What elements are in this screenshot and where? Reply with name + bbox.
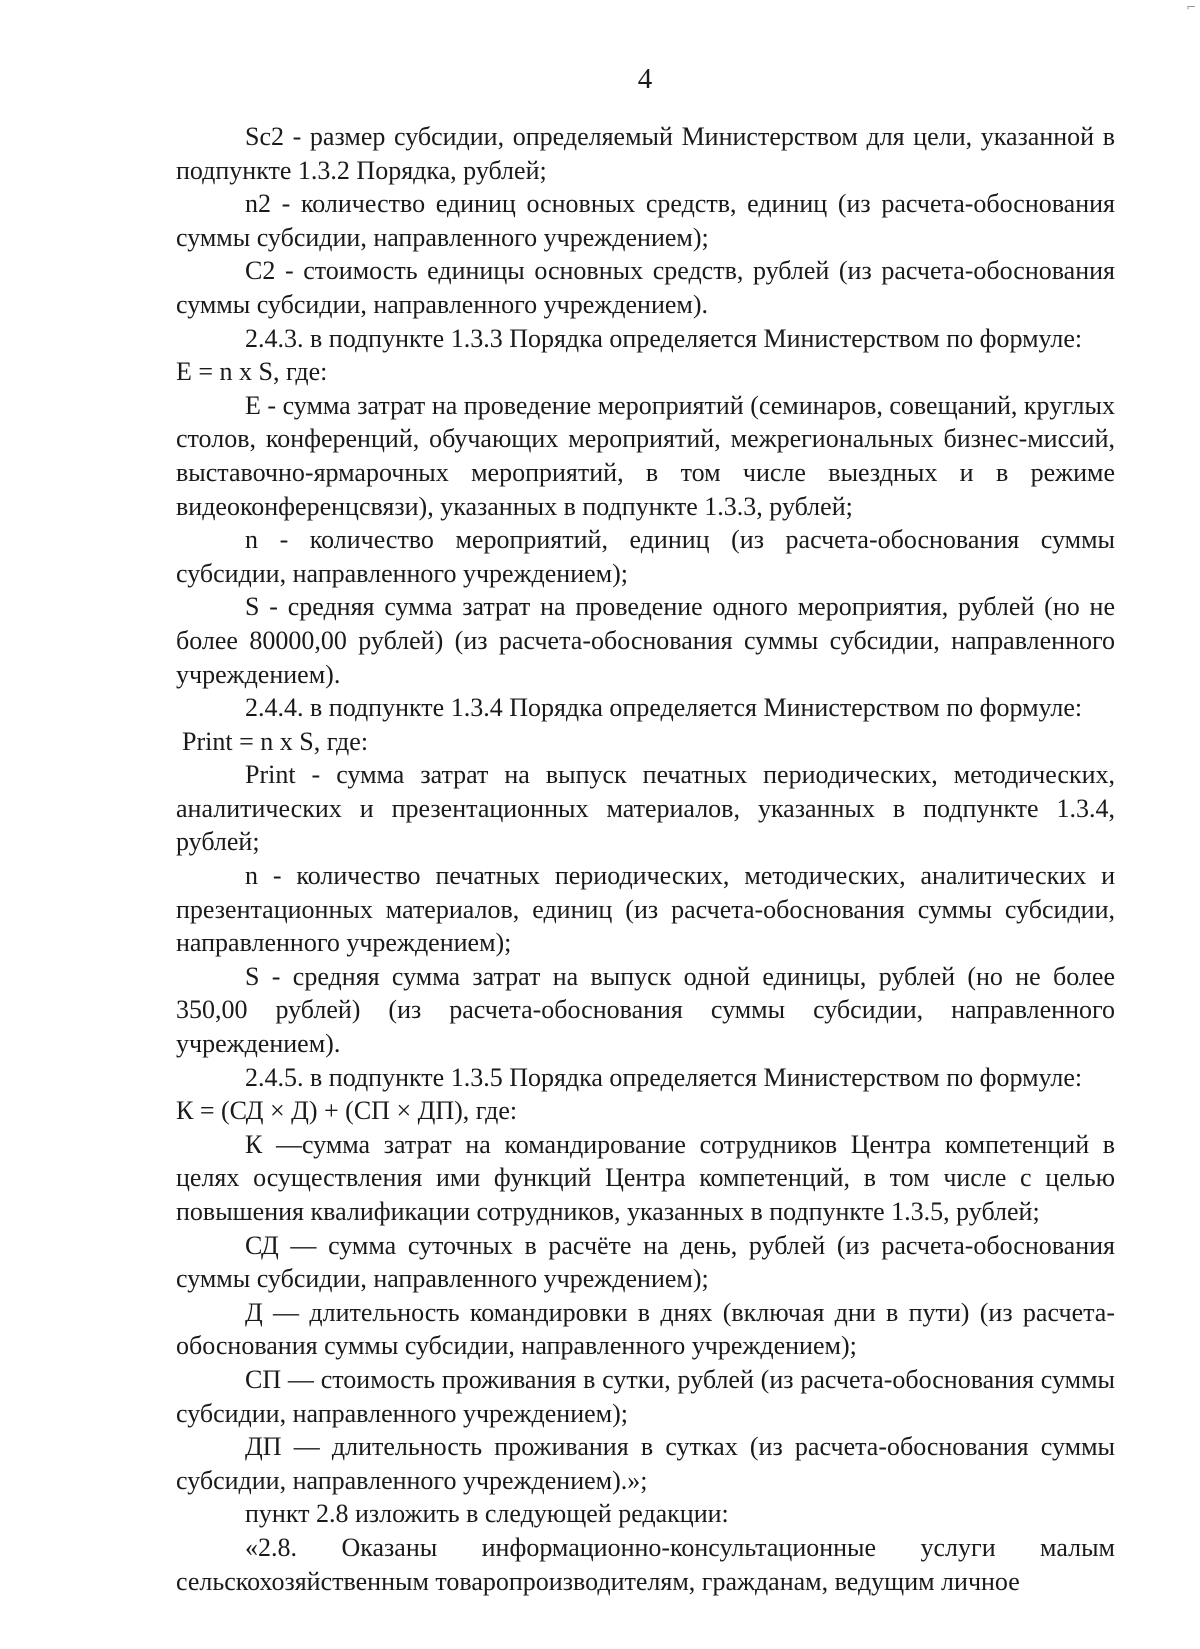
formula-line: К = (СД × Д) + (СП × ДП), где:: [176, 1096, 518, 1126]
formula-line: Print = n x S, где:: [182, 726, 369, 756]
paragraph: n2 - количество единиц основных средств, единиц (из расчета-обоснования суммы субсидии, направленного учреждением);: [176, 189, 1115, 252]
scan-corner-mark: ⌐: [1186, 0, 1197, 14]
paragraph: Sc2 - размер субсидии, определяемый Министерством для цели, указанной в подпункте 1.3.2 Порядка, рублей;: [176, 122, 1115, 185]
paragraph: Print - сумма затрат на выпуск печатных периодических, методических, аналитических и презентационных материалов, указанных в подпункте 1.3.4, рублей;: [176, 760, 1115, 857]
paragraph: 2.4.5. в подпункте 1.3.5 Порядка определяется Министерством по формуле:: [245, 1062, 1083, 1092]
paragraph: n - количество мероприятий, единиц (из расчета-обоснования суммы субсидии, направленного учреждением);: [176, 525, 1115, 588]
paragraph: СД — сумма суточных в расчёте на день, рублей (из расчета-обоснования суммы субсидии, направленного учреждением);: [176, 1230, 1115, 1294]
paragraph: «2.8. Оказаны информационно-консультационные услуги малым сельскохозяйственным товаропроизводителям, гражданам, ведущим личное: [176, 1532, 1115, 1596]
paragraph: E - сумма затрат на проведение мероприятий (семинаров, совещаний, круглых столов, конференций, обучающих мероприятий, межрегиональных бизнес-миссий, выставочно-ярмарочных мероприятий, в том числе выездных и в режиме видеоконференцсвязи), указанных в подпункте 1.3.3, рублей;: [176, 390, 1115, 521]
paragraph: Д — длительность командировки в днях (включая дни в пути) (из расчета-обоснования суммы субсидии, направленного учреждением);: [176, 1297, 1115, 1361]
paragraph: ДП — длительность проживания в сутках (из расчета-обоснования суммы субсидии, направленного учреждением).»;: [176, 1432, 1115, 1495]
paragraph: C2 - стоимость единицы основных средств, рублей (из расчета-обоснования суммы субсидии, направленного учреждением).: [176, 256, 1115, 319]
paragraph: S - средняя сумма затрат на выпуск одной единицы, рублей (но не более 350,00 рублей) (из расчета-обоснования суммы субсидии, направленного учреждением).: [176, 961, 1115, 1059]
paragraph: СП — стоимость проживания в сутки, рублей (из расчета-обоснования суммы субсидии, направленного учреждением);: [176, 1364, 1115, 1428]
formula-line: E = n x S, где:: [176, 357, 328, 387]
paragraph: S - средняя сумма затрат на проведение одного мероприятия, рублей (но не более 80000,00 рублей) (из расчета-обоснования суммы субсидии, направленного учреждением).: [176, 592, 1115, 689]
paragraph: 2.4.4. в подпункте 1.3.4 Порядка определяется Министерством по формуле:: [245, 693, 1083, 723]
document-body: [176, 120, 1115, 1598]
paragraph: n - количество печатных периодических, методических, аналитических и презентационных материалов, единиц (из расчета-обоснования суммы субсидии, направленного учреждением);: [176, 861, 1115, 958]
page-number: 4: [637, 63, 653, 95]
paragraph: 2.4.3. в подпункте 1.3.3 Порядка определяется Министерством по формуле:: [245, 323, 1083, 353]
paragraph: пункт 2.8 изложить в следующей редакции:: [245, 1499, 729, 1529]
paragraph: К —сумма затрат на командирование сотрудников Центра компетенций в целях осуществления ими функций Центра компетенций, в том числе с целью повышения квалификации сотрудников, указанных в подпункте 1.3.5, рублей;: [176, 1129, 1115, 1226]
